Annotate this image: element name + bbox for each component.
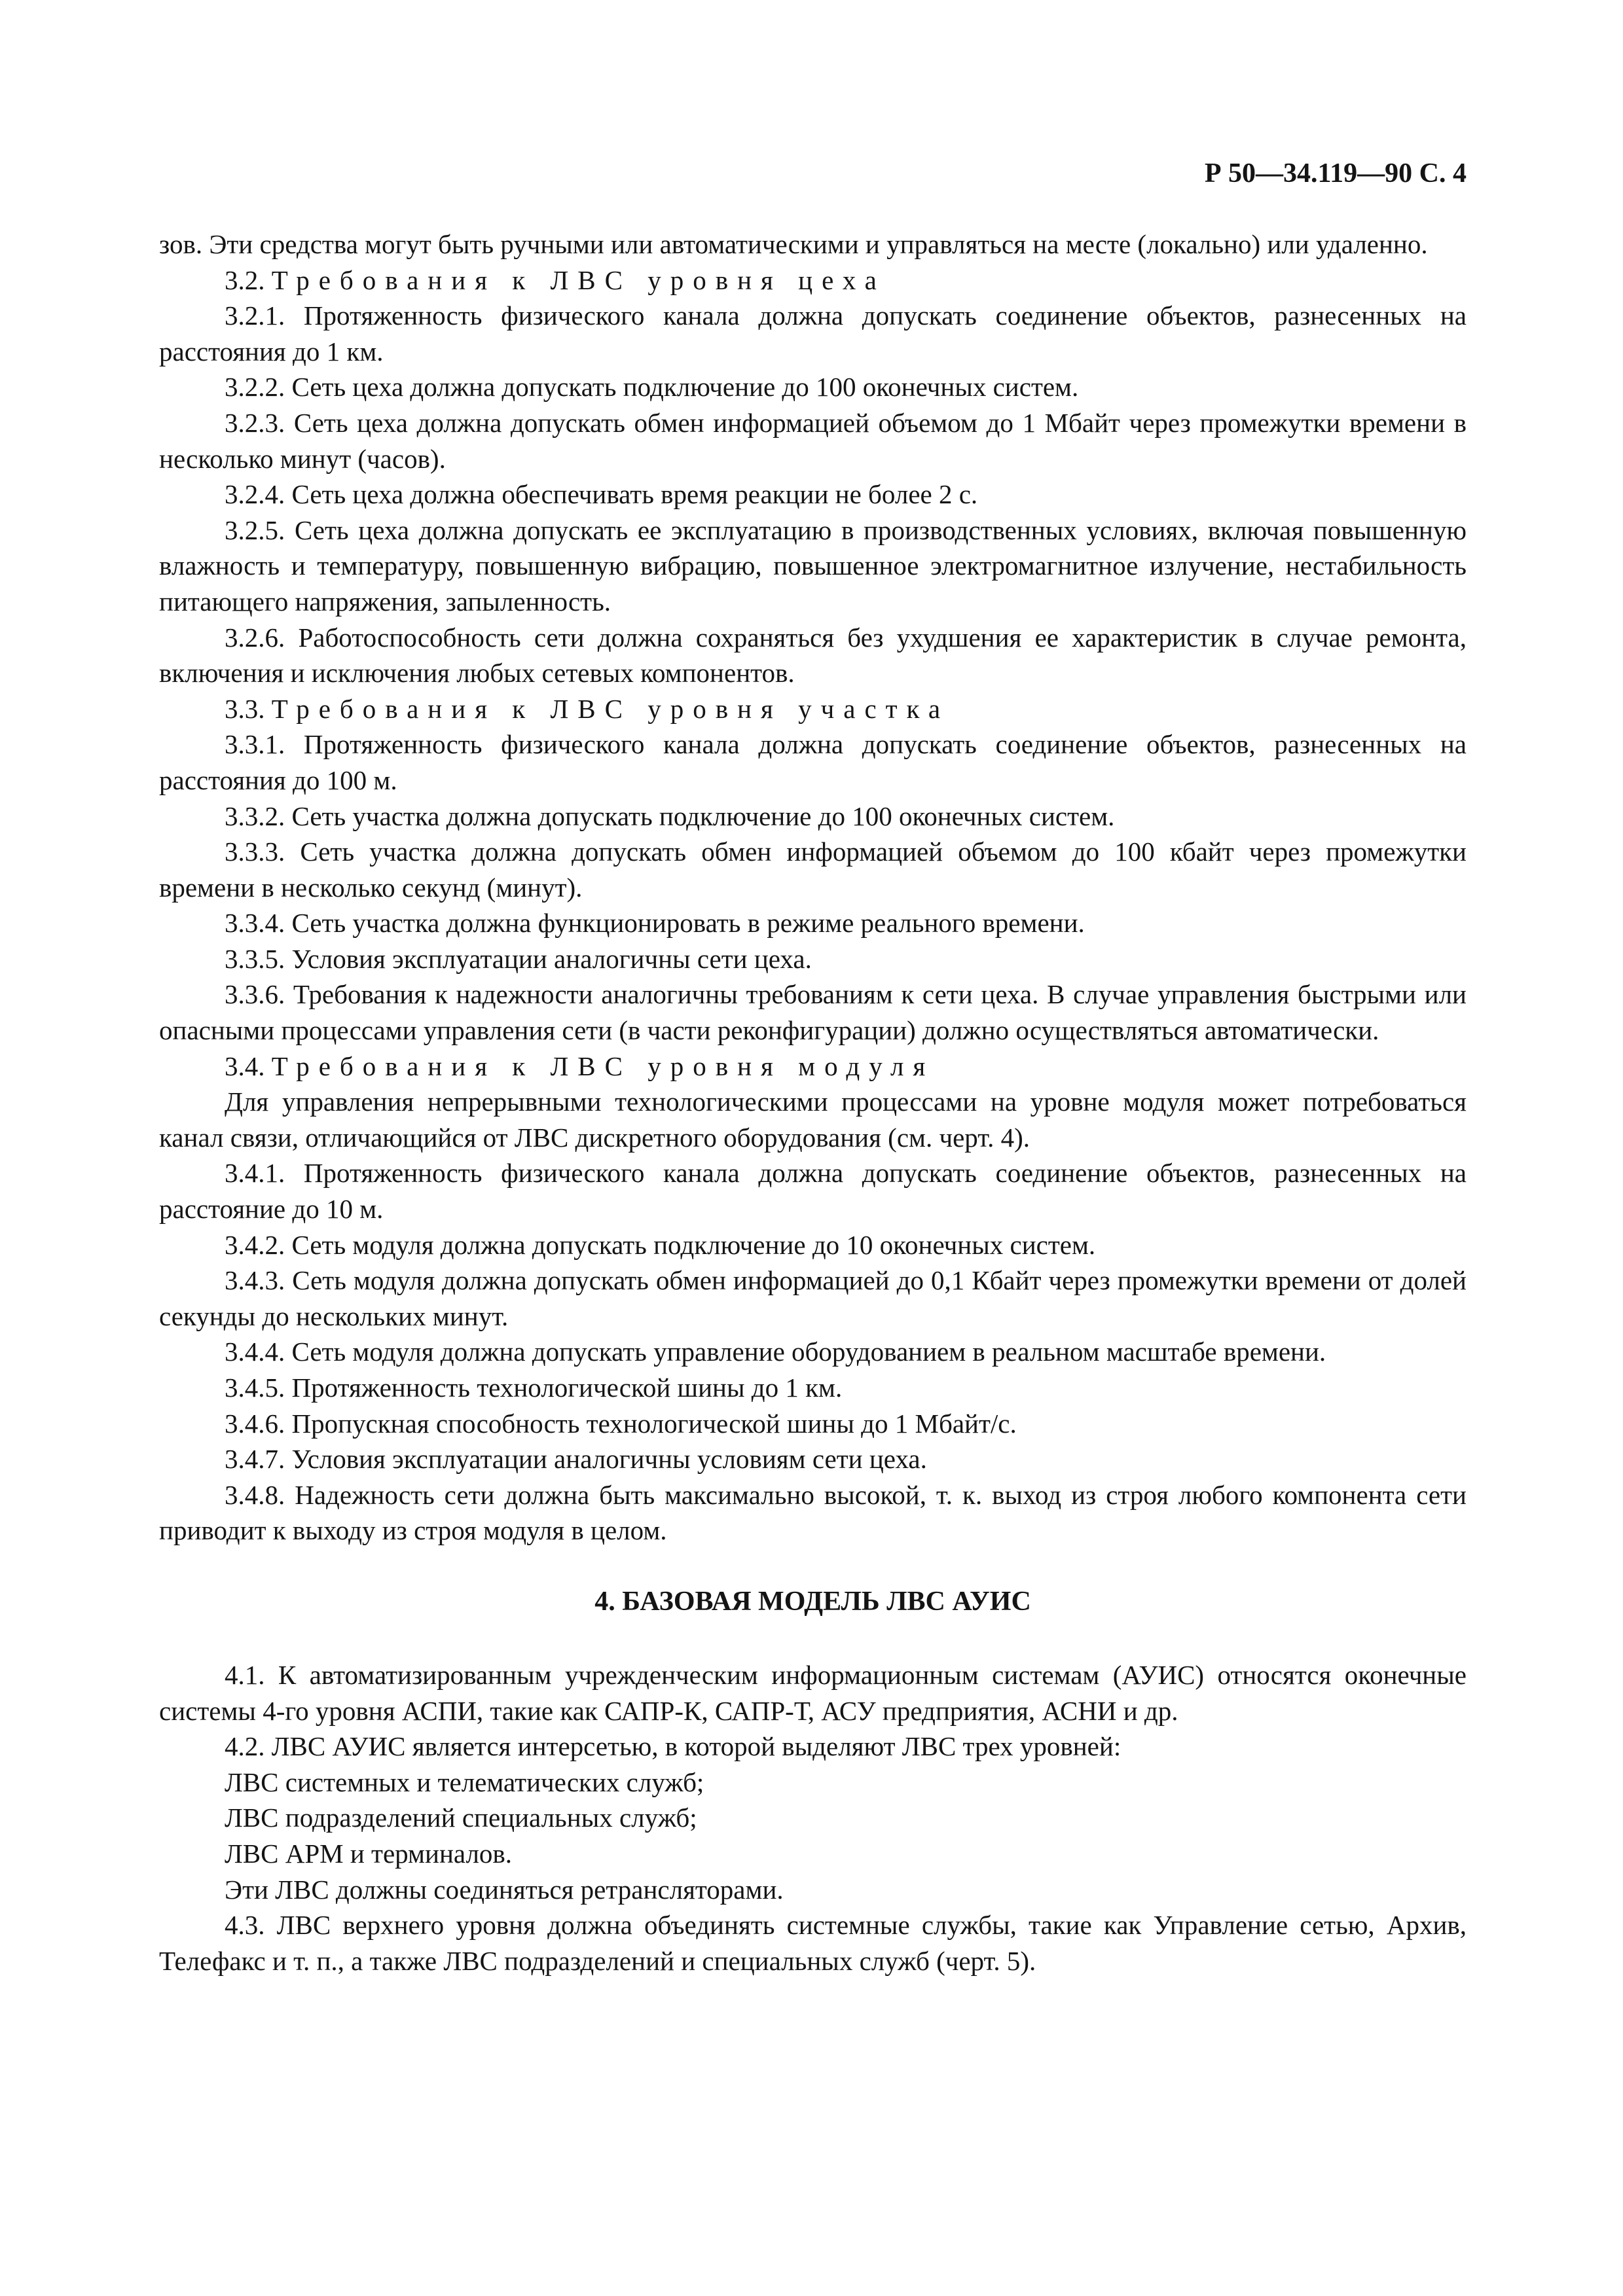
paragraph: 3.2.1. Протяженность физического канала должна допускать соединение объектов, разнесенных на расстояния до 1 км. (159, 300, 1467, 367)
subsection-heading (159, 691, 1467, 727)
body-top (159, 226, 1467, 1549)
paragraph: 3.3.1. Протяженность физического канала должна допускать соединение объектов, разнесенных на расстояния до 100 м. (159, 729, 1467, 795)
paragraph: 3.3.5. Условия эксплуатации аналогичны сети цеха. (225, 943, 812, 974)
paragraph: 3.4.6. Пропускная способность технологической шины до 1 Мбайт/с. (225, 1408, 1017, 1439)
subsection-number: 3.2. (225, 264, 265, 295)
paragraph: 4.2. ЛВС АУИС является интерсетью, в которой выделяют ЛВС трех уровней: (225, 1731, 1122, 1762)
subsection-number: 3.4. (225, 1050, 265, 1081)
paragraph: 3.3.3. Сеть участка должна допускать обмен информацией объемом до 100 кбайт через промежутки времени в несколько секунд (минут). (159, 836, 1467, 903)
paragraph: 3.4.3. Сеть модуля должна допускать обмен информацией до 0,1 Кбайт через промежутки времени от долей секунды до нескольких минут. (159, 1265, 1467, 1331)
paragraph: 3.2.6. Работоспособность сети должна сохраняться без ухудшения ее характеристик в случае ремонта, включения и исключения любых сетевых компонентов. (159, 622, 1467, 689)
document-page (159, 157, 1467, 1979)
subsection-heading (159, 262, 1467, 298)
paragraph: Эти ЛВС должны соединяться ретрансляторами. (225, 1874, 784, 1905)
paragraph: 3.2.2. Сеть цеха должна допускать подключение до 100 оконечных систем. (225, 372, 1079, 403)
paragraph: 3.4.8. Надежность сети должна быть максимально высокой, т. к. выход из строя любого компонента сети приводит к выходу из строя модуля в целом. (159, 1479, 1467, 1546)
paragraph: ЛВС АРМ и терминалов. (225, 1838, 513, 1869)
paragraph: 3.4.5. Протяженность технологической шины до 1 км. (225, 1372, 843, 1403)
subsection-heading (159, 1049, 1467, 1085)
paragraph: 4.3. ЛВС верхнего уровня должна объединять системные службы, такие как Управление сетью, Архив, Телефакс и т. п., а также ЛВС подразделений и специальных служб (черт. 5). (159, 1910, 1467, 1976)
subsection-title: Требования к ЛВС уровня модуля (271, 1050, 935, 1081)
paragraph: 4.1. К автоматизированным учрежденческим информационным системам (АУИС) относятся оконечные системы 4-го уровня АСПИ, такие как САПР-К, САПР-Т, АСУ предприятия, АСНИ и др. (159, 1659, 1467, 1726)
subsection-title: Требования к ЛВС уровня участка (271, 693, 950, 724)
paragraph: ЛВС подразделений специальных служб; (225, 1803, 697, 1833)
paragraph: 3.2.5. Сеть цеха должна допускать ее эксплуатацию в производственных условиях, включая повышенную влажность и температуру, повышенную вибрацию, повышенное электромагнитное излучение, нестабильность питающего напряжения, запыленность. (159, 514, 1467, 617)
paragraph: 3.3.4. Сеть участка должна функционировать в режиме реального времени. (225, 908, 1085, 939)
section-heading: 4. БАЗОВАЯ МОДЕЛЬ ЛВС АУИС (594, 1586, 1031, 1617)
section-4-body (159, 1657, 1467, 1979)
paragraph: 3.4.1. Протяженность физического канала должна допускать соединение объектов, разнесенных на расстояние до 10 м. (159, 1158, 1467, 1225)
subsection-title: Требования к ЛВС уровня цеха (271, 264, 886, 295)
paragraph: ЛВС системных и телематических служб; (225, 1767, 704, 1797)
paragraph: Для управления непрерывными технологическими процессами на уровне модуля может потребоваться канал связи, отличающийся от ЛВС дискретного оборудования (см. черт. 4). (159, 1086, 1467, 1153)
paragraph: 3.2.3. Сеть цеха должна допускать обмен информацией объемом до 1 Мбайт через промежутки времени в несколько минут (часов). (159, 407, 1467, 474)
paragraph: зов. Эти средства могут быть ручными или автоматическими и управляться на месте (локально) или удаленно. (159, 229, 1428, 259)
running-head: Р 50—34.119—90 С. 4 (1204, 158, 1467, 188)
subsection-number: 3.3. (225, 693, 265, 724)
paragraph: 3.4.7. Условия эксплуатации аналогичны условиям сети цеха. (225, 1444, 927, 1475)
paragraph: 3.3.2. Сеть участка должна допускать подключение до 100 оконечных систем. (225, 800, 1115, 831)
paragraph: 3.4.4. Сеть модуля должна допускать управление оборудованием в реальном масштабе времени. (225, 1336, 1326, 1367)
paragraph: 3.2.4. Сеть цеха должна обеспечивать время реакции не более 2 с. (225, 479, 978, 510)
paragraph: 3.4.2. Сеть модуля должна допускать подключение до 10 оконечных систем. (225, 1229, 1096, 1260)
paragraph: 3.3.6. Требования к надежности аналогичны требованиям к сети цеха. В случае управления быстрыми или опасными процессами управления сети (в части реконфигурации) должно осуществляться автоматически. (159, 979, 1467, 1046)
